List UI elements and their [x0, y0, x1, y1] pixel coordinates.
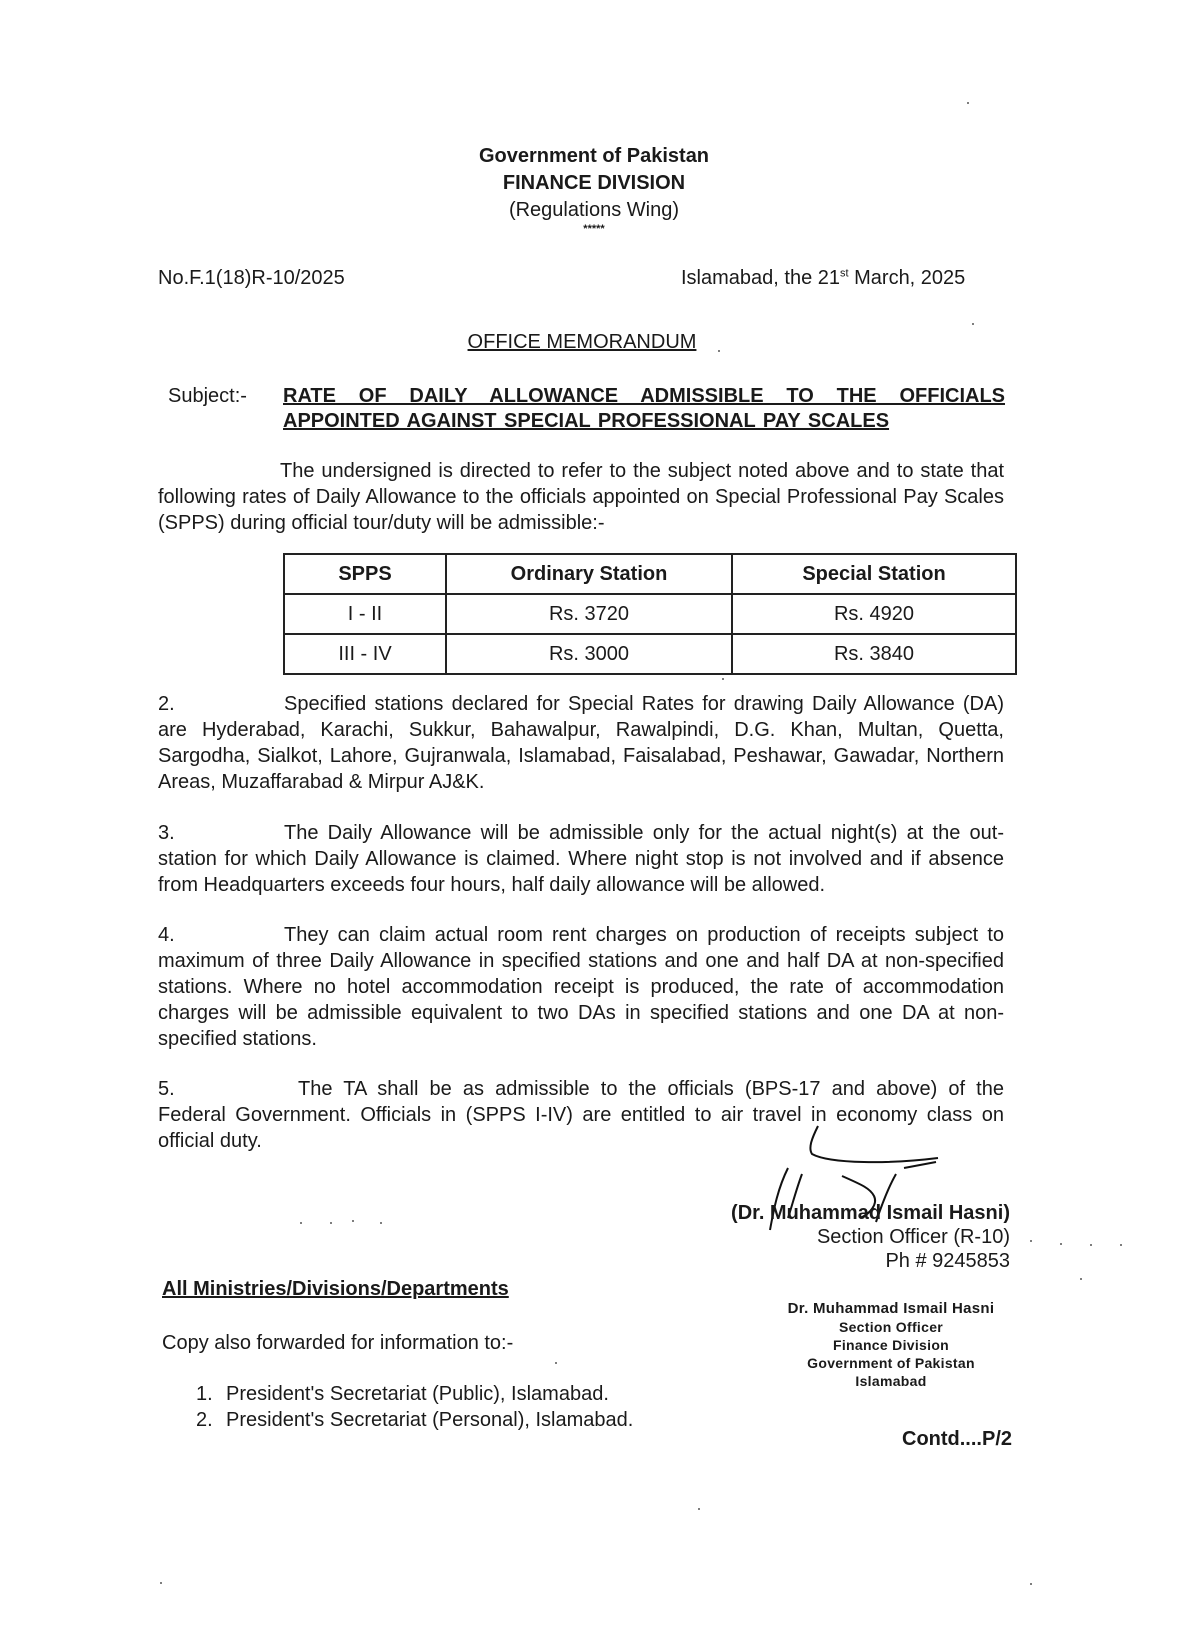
- col-header-spps: SPPS: [284, 554, 446, 594]
- scan-speck: [160, 1582, 162, 1584]
- list-item: [196, 1407, 633, 1433]
- col-header-special: Special Station: [732, 554, 1016, 594]
- cell-ordinary: Rs. 3000: [446, 634, 732, 674]
- list-item-number: 1.: [196, 1383, 213, 1405]
- place-date: [681, 267, 965, 290]
- cell-ordinary: Rs. 3720: [446, 594, 732, 634]
- subject-line-2: APPOINTED AGAINST SPECIAL PROFESSIONAL PAY SCALES: [283, 410, 890, 432]
- scan-speck: [1120, 1244, 1122, 1246]
- stamp-line: Finance Division: [832, 1337, 950, 1353]
- stamp-line: Dr. Muhammad Ismail Hasni: [787, 1300, 995, 1317]
- paragraph-2: [158, 691, 1004, 795]
- copy-note: Copy also forwarded for information to:-: [162, 1332, 514, 1354]
- paragraph-number: 5.: [158, 1078, 175, 1100]
- list-item: [196, 1381, 633, 1407]
- wing-heading: (Regulations Wing): [508, 199, 680, 221]
- scan-speck: [722, 678, 724, 680]
- col-header-ordinary: Ordinary Station: [446, 554, 732, 594]
- date-rest: March, 2025: [848, 267, 966, 289]
- scan-speck: [718, 350, 720, 352]
- paragraph-4: [158, 922, 1004, 1052]
- subject-label: Subject:-: [168, 385, 247, 407]
- stamp-line: Government of Pakistan: [807, 1355, 975, 1371]
- paragraph-number: 4.: [158, 924, 175, 946]
- paragraph-text: The Daily Allowance will be admissible only for the actual night(s) at the out-station for which Daily Allowance is claimed. Where night stop is not involved and if absence from Headquarters exceeds four hours, half daily allowance will be allowed.: [158, 822, 1004, 896]
- signatory-designation: Section Officer (R-10): [816, 1226, 1010, 1248]
- cell-spps: I - II: [284, 594, 446, 634]
- paragraph-number: 2.: [158, 693, 175, 715]
- scan-speck: [967, 102, 969, 104]
- cell-special: Rs. 3840: [732, 634, 1016, 674]
- paragraph-text: The TA shall be as admissible to the officials (BPS-17 and above) of the Federal Government. Officials in (SPPS I-IV) are entitled to air travel in economy class on official duty.: [158, 1078, 1004, 1152]
- letterhead: [0, 143, 1188, 234]
- da-rates-table: [283, 553, 1017, 675]
- continued-marker: Contd....P/2: [902, 1428, 1012, 1450]
- stamp-line: Section Officer: [838, 1319, 944, 1335]
- scan-speck: [698, 1508, 700, 1510]
- intro-text: The undersigned is directed to refer to the subject noted above and to state that following rates of Daily Allowance to the officials appointed on Special Professional Pay Scales (SPPS) during official tour/duty will be admissible:-: [158, 460, 1004, 534]
- intro-paragraph: [158, 458, 1004, 536]
- paragraph-text: Specified stations declared for Special Rates for drawing Daily Allowance (DA) are Hyderabad, Karachi, Sukkur, Bahawalpur, Rawalpindi, D.G. Khan, Multan, Quetta, Sargodha, Sialkot, Lahore, Gujranwala, Islamabad, Faisalabad, Peshawar, Gawadar, Northern Areas, Muzaffarabad & Mirpur AJ&K.: [158, 693, 1004, 793]
- government-heading: Government of Pakistan: [478, 145, 710, 167]
- scan-speck: [1080, 1278, 1082, 1280]
- memo-title: OFFICE MEMORANDUM: [467, 331, 697, 353]
- official-stamp: [770, 1300, 1012, 1390]
- cell-spps: III - IV: [284, 634, 446, 674]
- scan-speck: [300, 1222, 302, 1224]
- scan-speck: [330, 1222, 332, 1224]
- paragraph-number: 3.: [158, 822, 175, 844]
- scan-speck: [1090, 1244, 1092, 1246]
- list-item-text: President's Secretariat (Personal), Islamabad.: [226, 1409, 634, 1431]
- memo-title-wrap: [0, 331, 1188, 354]
- scan-speck: [380, 1222, 382, 1224]
- copy-list: [196, 1381, 633, 1433]
- signatory-name: (Dr. Muhammad Ismail Hasni): [731, 1202, 1010, 1224]
- table-row: [284, 634, 1016, 674]
- header-stars: *****: [583, 223, 605, 235]
- file-number: No.F.1(18)R-10/2025: [158, 267, 345, 289]
- place-date-prefix: Islamabad, the 21: [681, 267, 840, 289]
- scan-speck: [1060, 1243, 1062, 1245]
- scan-speck: [972, 323, 974, 325]
- paragraph-text: They can claim actual room rent charges on production of receipts subject to maximum of three Daily Allowance in specified stations and one and half DA at non-specified stations. Where no hotel accommodation receipt is produced, the rate of accommodation charges will be admissible equivalent to two DAs in specified stations and one DA at non-specified stations.: [158, 924, 1004, 1050]
- scan-speck: [555, 1362, 557, 1364]
- signatory-phone: Ph # 9245853: [885, 1250, 1010, 1272]
- cell-special: Rs. 4920: [732, 594, 1016, 634]
- subject-line-1: RATE OF DAILY ALLOWANCE ADMISSIBLE TO THE OFFICIALS: [283, 385, 1005, 407]
- date-suffix: st: [840, 267, 849, 280]
- table-row: [284, 594, 1016, 634]
- scan-speck: [1030, 1240, 1032, 1242]
- paragraph-3: [158, 820, 1004, 898]
- division-heading: FINANCE DIVISION: [502, 172, 686, 194]
- scan-speck: [1030, 1583, 1032, 1585]
- addressee: All Ministries/Divisions/Departments: [162, 1278, 509, 1300]
- list-item-text: President's Secretariat (Public), Islamabad.: [226, 1383, 609, 1405]
- table-header-row: [284, 554, 1016, 594]
- stamp-line: Islamabad: [855, 1373, 927, 1389]
- list-item-number: 2.: [196, 1409, 213, 1431]
- scan-speck: [352, 1220, 354, 1222]
